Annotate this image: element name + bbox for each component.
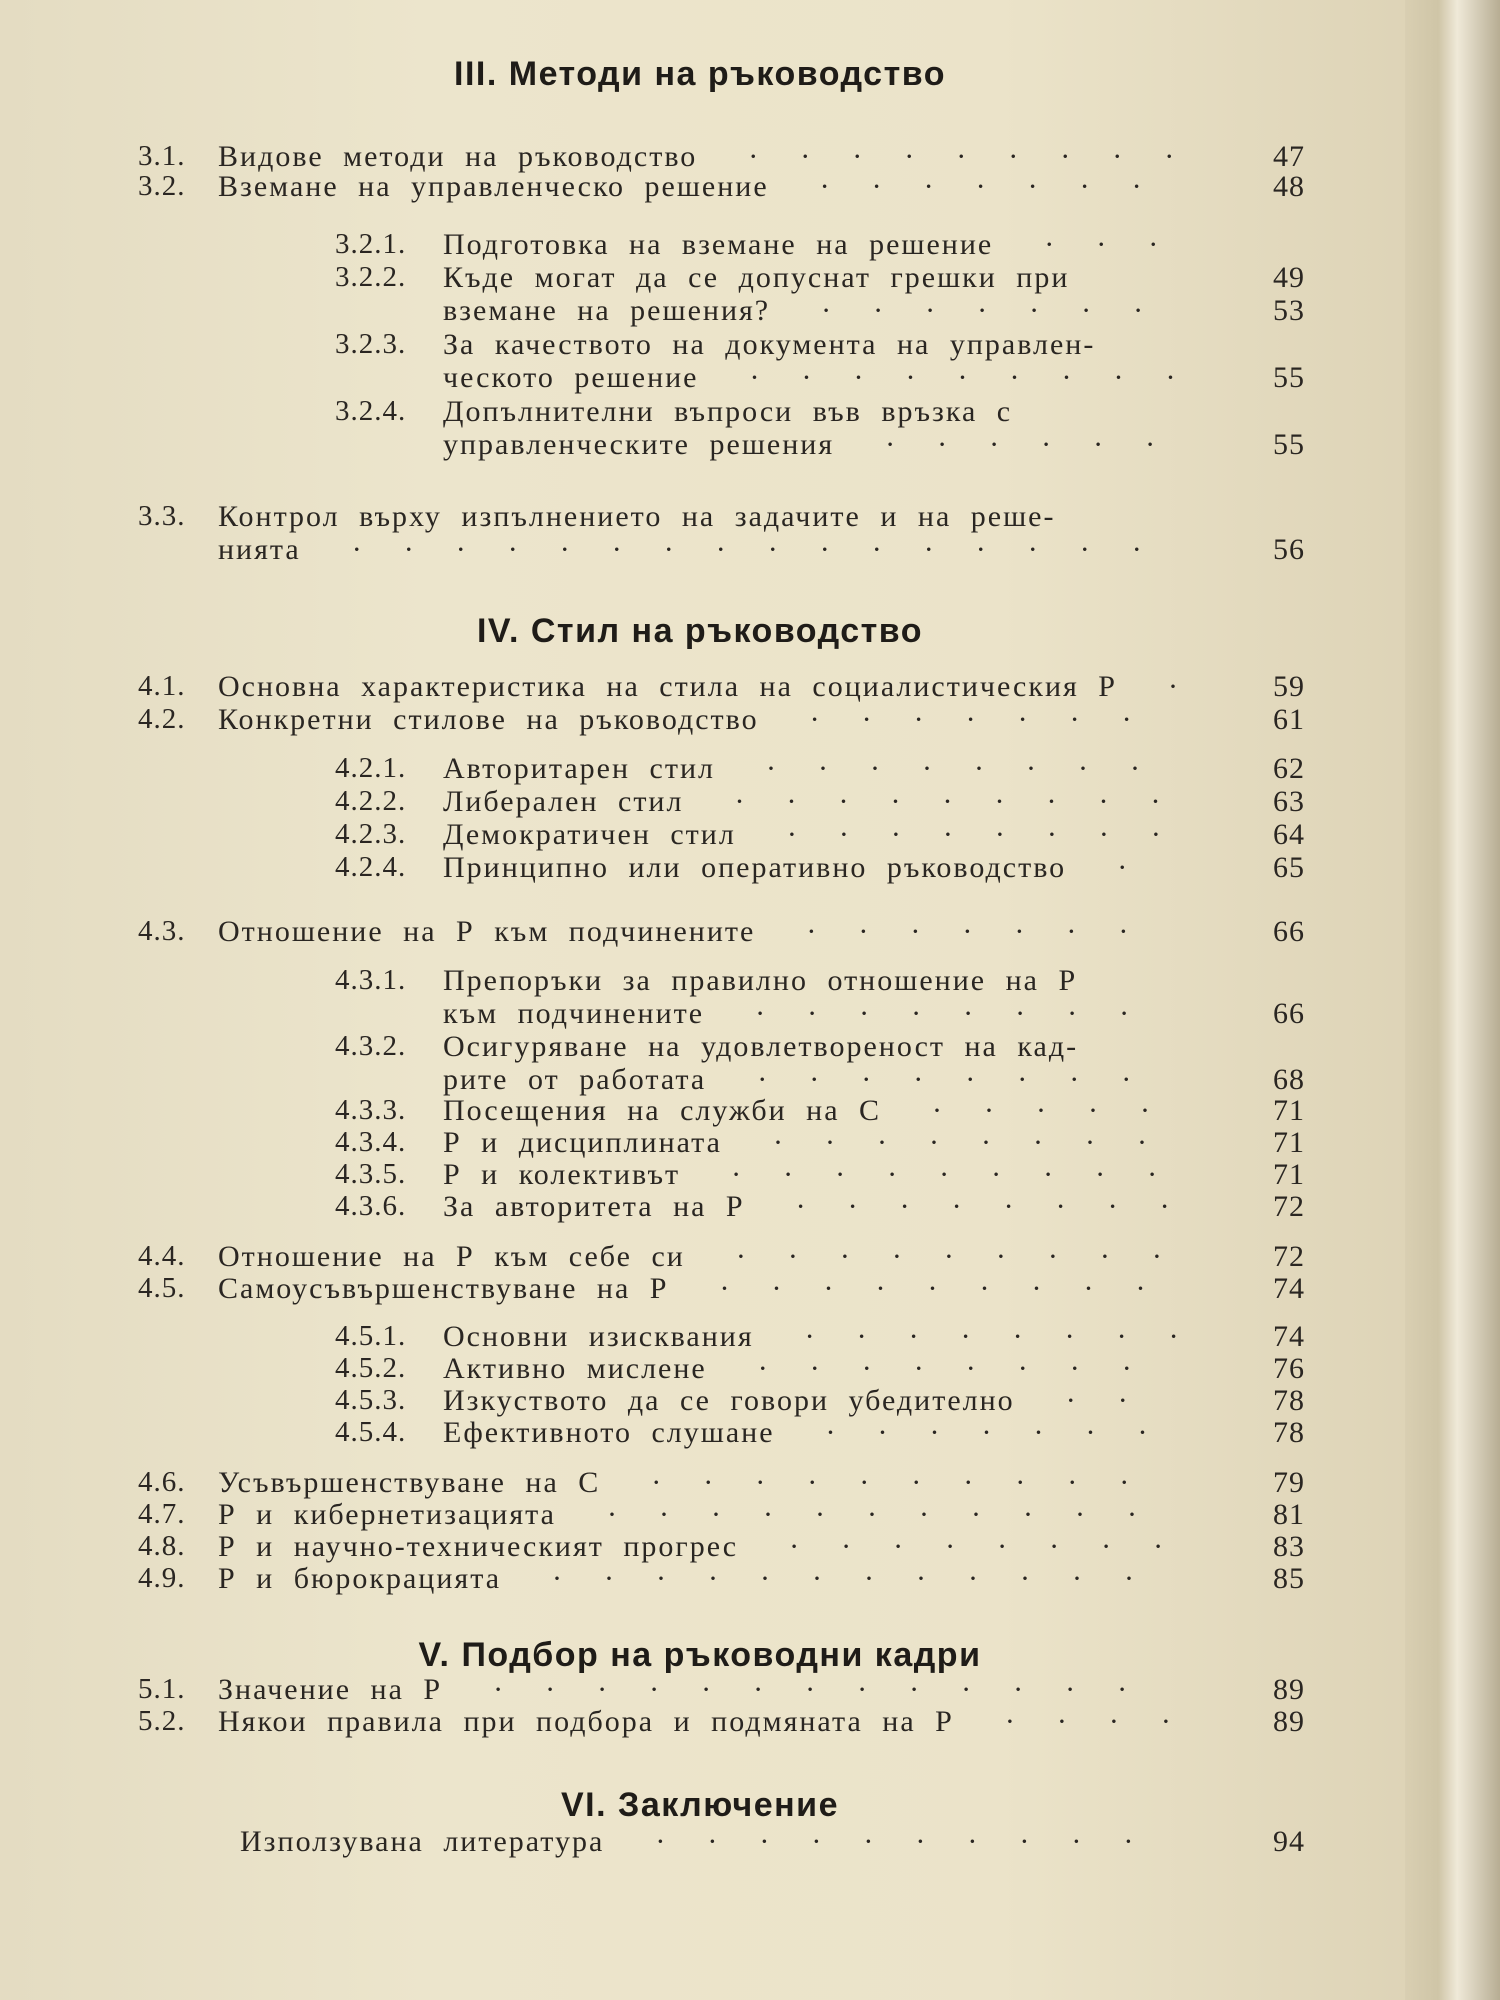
- entry-number: 4.2.: [138, 703, 186, 735]
- entry-page-number: 78: [1273, 1416, 1305, 1449]
- leader-dots: · · · · · · · · ·: [749, 361, 1176, 394]
- leader-dots: · · · · · ·: [885, 428, 1156, 461]
- leader-dots: · · · · · · · · · · · · · · · ·: [351, 533, 1142, 566]
- entry-title: вземане на решения?: [443, 294, 771, 327]
- leader-dots: · · · · · · · · · · · ·: [552, 1562, 1135, 1595]
- toc-entry[interactable]: [0, 261, 1330, 331]
- entry-title: Контрол върху изпълнението на задачите и на реше-: [218, 500, 1056, 533]
- entry-page-number: 78: [1273, 1384, 1305, 1417]
- entry-title: Основни изисквания: [443, 1320, 754, 1353]
- entry-title: За авторитета на Р: [443, 1190, 745, 1223]
- toc-entry[interactable]: [0, 395, 1330, 465]
- entry-page-number: 72: [1273, 1190, 1305, 1223]
- entry-title: към подчинените: [443, 997, 705, 1030]
- leader-dots: · · · · · · · · ·: [731, 1158, 1158, 1191]
- entry-page-number: 64: [1273, 818, 1305, 851]
- entry-page-number: 53: [1273, 294, 1305, 327]
- leader-dots: · · · · · · · ·: [804, 1320, 1179, 1353]
- toc-entry[interactable]: [0, 964, 1330, 1034]
- entry-title: Къде могат да се допуснат грешки при: [443, 261, 1070, 294]
- entry-page-number: 48: [1273, 170, 1305, 203]
- entry-number: 4.5.3.: [335, 1384, 407, 1416]
- leader-dots: · · · · · · · ·: [789, 1530, 1164, 1563]
- entry-title: Видове методи на ръководство: [218, 140, 698, 173]
- entry-page-number: 55: [1273, 361, 1305, 394]
- entry-title: Препоръки за правилно отношение на Р: [443, 964, 1078, 997]
- entry-title: рите от работата: [443, 1063, 707, 1096]
- entry-page-number: 72: [1273, 1240, 1305, 1273]
- entry-title: Р и бюрокрацията: [218, 1562, 502, 1595]
- toc-entry[interactable]: [0, 915, 1330, 952]
- leader-dots: · · · · · · · · · ·: [651, 1466, 1130, 1499]
- entry-title: Ефективното слушане: [443, 1416, 775, 1449]
- toc-entry[interactable]: [0, 1562, 1330, 1599]
- entry-number: 4.7.: [138, 1498, 186, 1530]
- entry-page-number: 55: [1273, 428, 1305, 461]
- toc-entry[interactable]: [0, 1825, 1330, 1862]
- entry-number: 3.2.3.: [335, 328, 407, 360]
- entry-page-number: 65: [1273, 851, 1305, 884]
- entry-page-number: 94: [1273, 1825, 1305, 1858]
- entry-number: 3.2.4.: [335, 395, 407, 427]
- entry-number: 4.5.4.: [335, 1416, 407, 1448]
- entry-number: 4.5.1.: [335, 1320, 407, 1352]
- entry-number: 5.1.: [138, 1673, 186, 1705]
- entry-page-number: 56: [1273, 533, 1305, 566]
- toc-entry[interactable]: [0, 752, 1330, 789]
- entry-title: Изкуството да се говори убедително: [443, 1384, 1015, 1417]
- entry-title: За качеството на документа на управлен-: [443, 328, 1096, 361]
- leader-dots: · · · · · · · · · · · · ·: [493, 1673, 1128, 1706]
- leader-dots: · · · · · · ·: [825, 1416, 1148, 1449]
- leader-dots: · · · · · · · · ·: [719, 1272, 1146, 1305]
- leader-dots: · · · · · · ·: [819, 170, 1142, 203]
- leader-dots: · · · · · · · ·: [772, 1126, 1147, 1159]
- toc-entry[interactable]: [0, 670, 1330, 707]
- entry-page-number: 76: [1273, 1352, 1305, 1385]
- toc-entry[interactable]: [0, 500, 1330, 570]
- leader-dots: · · · · · · · · · · ·: [606, 1498, 1137, 1531]
- leader-dots: · · · · · · ·: [821, 294, 1144, 327]
- entry-number: 3.3.: [138, 500, 186, 532]
- entry-number: 4.2.3.: [335, 818, 407, 850]
- entry-title: Принципно или оперативно ръководство: [443, 851, 1067, 884]
- entry-page-number: 66: [1273, 997, 1305, 1030]
- entry-title: Усъвършенствуване на С: [218, 1466, 601, 1499]
- leader-dots: · · · · ·: [932, 1094, 1151, 1127]
- leader-dots: · · · · · · · ·: [757, 1063, 1132, 1096]
- entry-title: Допълнителни въпроси във връзка с: [443, 395, 1013, 428]
- leader-dots: · · · · · · · ·: [757, 1352, 1132, 1385]
- toc-entry[interactable]: [0, 1416, 1330, 1453]
- entry-title: Подготовка на вземане на решение: [443, 228, 994, 261]
- entry-page-number: 63: [1273, 785, 1305, 818]
- entry-title: ческото решение: [443, 361, 699, 394]
- entry-number: 4.2.1.: [335, 752, 407, 784]
- entry-title: Осигуряване на удовлетвореност на кад-: [443, 1030, 1079, 1063]
- entry-title: Р и научно-техническият прогрес: [218, 1530, 739, 1563]
- entry-page-number: 47: [1273, 140, 1305, 173]
- toc-entry[interactable]: [0, 170, 1330, 207]
- entry-number: 4.3.1.: [335, 964, 407, 996]
- entry-number: 4.3.: [138, 915, 186, 947]
- entry-number: 4.3.2.: [335, 1030, 407, 1062]
- leader-dots: · ·: [1065, 1384, 1128, 1417]
- entry-number: 4.1.: [138, 670, 186, 702]
- toc-entry[interactable]: [0, 1272, 1330, 1309]
- toc-entry[interactable]: [0, 1190, 1330, 1227]
- entry-number: 4.2.4.: [335, 851, 407, 883]
- leader-dots: · · · · · · · ·: [765, 752, 1140, 785]
- entry-page-number: 49: [1273, 261, 1305, 294]
- entry-title: Активно мислене: [443, 1352, 707, 1385]
- toc-entry[interactable]: [0, 785, 1330, 822]
- leader-dots: · · ·: [1044, 228, 1159, 261]
- toc-entry[interactable]: [0, 818, 1330, 855]
- entry-page-number: 89: [1273, 1673, 1305, 1706]
- entry-title: Р и колективът: [443, 1158, 681, 1191]
- section-heading: IV. Стил на ръководство: [476, 612, 924, 650]
- entry-number: 4.4.: [138, 1240, 186, 1272]
- entry-title: Основна характеристика на стила на социалистическия Р: [218, 670, 1117, 703]
- entry-number: 3.1.: [138, 140, 186, 172]
- leader-dots: · · · · · · · · ·: [735, 1240, 1162, 1273]
- entry-title: Посещения на служби на С: [443, 1094, 882, 1127]
- entry-title: Отношение на Р към себе си: [218, 1240, 685, 1273]
- entry-page-number: 62: [1273, 752, 1305, 785]
- toc-entry[interactable]: [0, 328, 1330, 398]
- leader-dots: · · · · · · ·: [806, 915, 1129, 948]
- entry-page-number: 74: [1273, 1320, 1305, 1353]
- toc-entry[interactable]: [0, 1030, 1330, 1100]
- entry-title: Конкретни стилове на ръководство: [218, 703, 759, 736]
- entry-page-number: 71: [1273, 1126, 1305, 1159]
- entry-title: Значение на Р: [218, 1673, 443, 1706]
- entry-page-number: 71: [1273, 1158, 1305, 1191]
- leader-dots: · · · · · · · · ·: [748, 140, 1175, 173]
- entry-page-number: 71: [1273, 1094, 1305, 1127]
- entry-title: Самоусъвършенствуване на Р: [218, 1272, 669, 1305]
- entry-title: Вземане на управленческо решение: [218, 170, 769, 203]
- toc-entry[interactable]: [0, 703, 1330, 740]
- leader-dots: ·: [1117, 851, 1128, 884]
- entry-title: Авторитарен стил: [443, 752, 715, 785]
- entry-number: 4.8.: [138, 1530, 186, 1562]
- entry-page-number: 81: [1273, 1498, 1305, 1531]
- entry-title: Използувана литература: [240, 1825, 605, 1858]
- entry-number: 3.2.1.: [335, 228, 407, 260]
- page-edge: [1405, 0, 1500, 2000]
- entry-page-number: 83: [1273, 1530, 1305, 1563]
- entry-title: Някои правила при подбора и подмяната на Р: [218, 1705, 954, 1738]
- section-heading: III. Методи на ръководство: [454, 55, 946, 93]
- toc-entry[interactable]: [0, 1705, 1330, 1742]
- entry-page-number: 61: [1273, 703, 1305, 736]
- entry-page-number: 66: [1273, 915, 1305, 948]
- section-heading: V. Подбор на ръководни кадри: [418, 1636, 982, 1674]
- entry-title: Отношение на Р към подчинените: [218, 915, 756, 948]
- entry-number: 4.3.4.: [335, 1126, 407, 1158]
- entry-number: 5.2.: [138, 1705, 186, 1737]
- leader-dots: ·: [1167, 670, 1178, 703]
- toc-entry[interactable]: [0, 851, 1330, 888]
- leader-dots: · · · · · · · ·: [795, 1190, 1170, 1223]
- entry-number: 4.3.6.: [335, 1190, 407, 1222]
- entry-number: 4.5.2.: [335, 1352, 407, 1384]
- section-heading: VI. Заключение: [561, 1786, 839, 1824]
- entry-page-number: 59: [1273, 670, 1305, 703]
- entry-number: 3.2.2.: [335, 261, 407, 293]
- entry-title: Демократичен стил: [443, 818, 736, 851]
- entry-number: 4.2.2.: [335, 785, 407, 817]
- leader-dots: · · · · · · · · ·: [734, 785, 1161, 818]
- leader-dots: · · · · · · · ·: [755, 997, 1130, 1030]
- entry-number: 4.9.: [138, 1562, 186, 1594]
- entry-number: 4.3.3.: [335, 1094, 407, 1126]
- entry-page-number: 74: [1273, 1272, 1305, 1305]
- entry-title: нията: [218, 533, 301, 566]
- leader-dots: · · · · · · ·: [809, 703, 1132, 736]
- entry-page-number: 85: [1273, 1562, 1305, 1595]
- entry-number: 4.6.: [138, 1466, 186, 1498]
- entry-number: 4.3.5.: [335, 1158, 407, 1190]
- entry-title: Р и дисциплината: [443, 1126, 722, 1159]
- entry-title: Р и кибернетизацията: [218, 1498, 556, 1531]
- entry-number: 3.2.: [138, 170, 186, 202]
- entry-number: 4.5.: [138, 1272, 186, 1304]
- leader-dots: · · · ·: [1004, 1705, 1171, 1738]
- entry-page-number: 79: [1273, 1466, 1305, 1499]
- leader-dots: · · · · · · · ·: [786, 818, 1161, 851]
- entry-title: управленческите решения: [443, 428, 835, 461]
- entry-page-number: 89: [1273, 1705, 1305, 1738]
- entry-title: Либерален стил: [443, 785, 684, 818]
- entry-page-number: 68: [1273, 1063, 1305, 1096]
- leader-dots: · · · · · · · · · ·: [655, 1825, 1134, 1858]
